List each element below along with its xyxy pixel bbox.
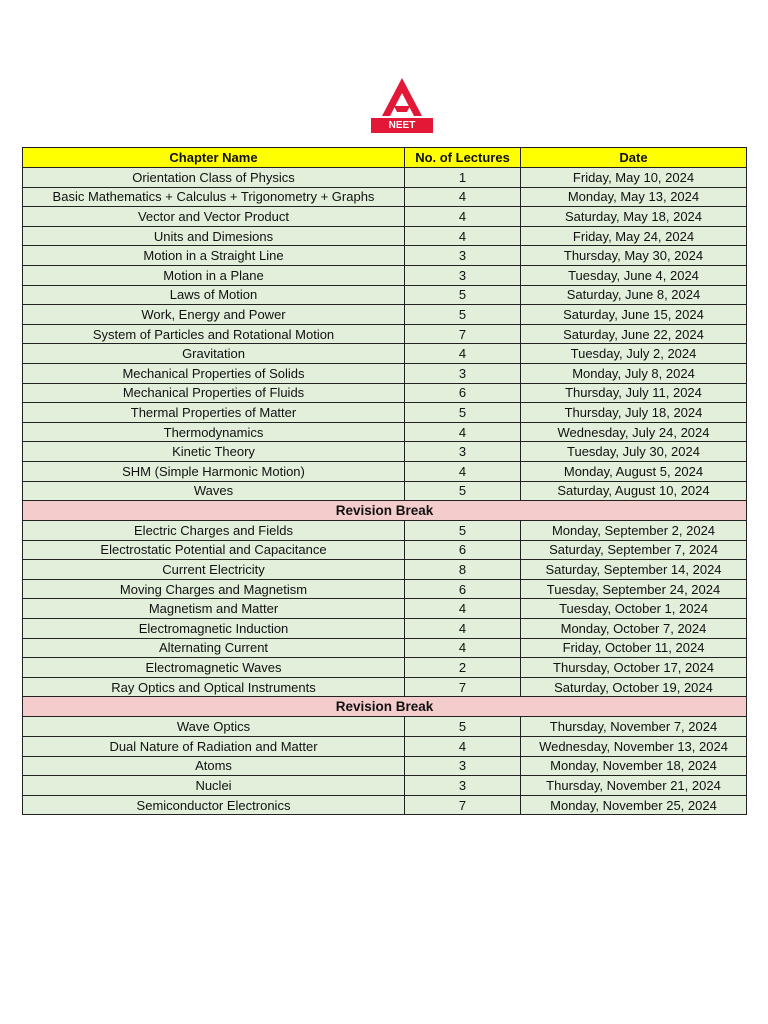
lecture-count-cell: 1: [405, 168, 521, 188]
header-chapter-name: Chapter Name: [23, 148, 405, 168]
lecture-count-cell: 3: [405, 756, 521, 776]
lecture-count-cell: 3: [405, 246, 521, 266]
chapter-name-cell: Thermal Properties of Matter: [23, 403, 405, 423]
date-cell: Saturday, August 10, 2024: [521, 481, 747, 501]
lecture-count-cell: 8: [405, 560, 521, 580]
table-row: [23, 305, 747, 325]
lecture-count-cell: 4: [405, 207, 521, 227]
lecture-count-cell: 7: [405, 795, 521, 815]
lecture-count-cell: 4: [405, 187, 521, 207]
date-cell: Monday, October 7, 2024: [521, 619, 747, 639]
date-cell: Friday, May 24, 2024: [521, 226, 747, 246]
table-row: [23, 481, 747, 501]
date-cell: Tuesday, October 1, 2024: [521, 599, 747, 619]
lecture-count-cell: 6: [405, 383, 521, 403]
chapter-name-cell: Magnetism and Matter: [23, 599, 405, 619]
table-row: [23, 422, 747, 442]
chapter-name-cell: Atoms: [23, 756, 405, 776]
date-cell: Saturday, October 19, 2024: [521, 677, 747, 697]
table-row: [23, 226, 747, 246]
header-date: Date: [521, 148, 747, 168]
chapter-name-cell: Basic Mathematics + Calculus + Trigonometry + Graphs: [23, 187, 405, 207]
chapter-name-cell: System of Particles and Rotational Motion: [23, 324, 405, 344]
table-row: [23, 737, 747, 757]
chapter-name-cell: Work, Energy and Power: [23, 305, 405, 325]
lecture-count-cell: 4: [405, 599, 521, 619]
lecture-count-cell: 4: [405, 638, 521, 658]
table-row: [23, 442, 747, 462]
table-row: [23, 168, 747, 188]
chapter-name-cell: Moving Charges and Magnetism: [23, 579, 405, 599]
date-cell: Saturday, May 18, 2024: [521, 207, 747, 227]
date-cell: Monday, September 2, 2024: [521, 521, 747, 541]
lecture-count-cell: 3: [405, 442, 521, 462]
lecture-count-cell: 4: [405, 737, 521, 757]
table-row: [23, 619, 747, 639]
date-cell: Thursday, November 7, 2024: [521, 717, 747, 737]
chapter-name-cell: Laws of Motion: [23, 285, 405, 305]
table-row: [23, 677, 747, 697]
table-row: [23, 540, 747, 560]
lecture-count-cell: 5: [405, 481, 521, 501]
table-row: [23, 363, 747, 383]
chapter-name-cell: Nuclei: [23, 776, 405, 796]
chapter-name-cell: Thermodynamics: [23, 422, 405, 442]
chapter-name-cell: Vector and Vector Product: [23, 207, 405, 227]
lecture-count-cell: 4: [405, 461, 521, 481]
lecture-count-cell: 3: [405, 776, 521, 796]
lecture-count-cell: 5: [405, 285, 521, 305]
date-cell: Friday, October 11, 2024: [521, 638, 747, 658]
table-row: [23, 285, 747, 305]
chapter-name-cell: Wave Optics: [23, 717, 405, 737]
table-row: [23, 344, 747, 364]
date-cell: Saturday, September 14, 2024: [521, 560, 747, 580]
table-row: [23, 383, 747, 403]
chapter-name-cell: Electric Charges and Fields: [23, 521, 405, 541]
table-row: [23, 521, 747, 541]
lecture-count-cell: 6: [405, 579, 521, 599]
chapter-name-cell: Electromagnetic Waves: [23, 658, 405, 678]
date-cell: Monday, August 5, 2024: [521, 461, 747, 481]
lecture-count-cell: 4: [405, 422, 521, 442]
date-cell: Wednesday, November 13, 2024: [521, 737, 747, 757]
lecture-count-cell: 4: [405, 226, 521, 246]
chapter-name-cell: Orientation Class of Physics: [23, 168, 405, 188]
lecture-count-cell: 5: [405, 717, 521, 737]
chapter-name-cell: Electrostatic Potential and Capacitance: [23, 540, 405, 560]
chapter-name-cell: Waves: [23, 481, 405, 501]
chapter-name-cell: Gravitation: [23, 344, 405, 364]
table-row: [23, 265, 747, 285]
date-cell: Monday, May 13, 2024: [521, 187, 747, 207]
chapter-name-cell: Alternating Current: [23, 638, 405, 658]
table-row: [23, 187, 747, 207]
revision-break-row: [23, 697, 747, 717]
table-row: [23, 795, 747, 815]
table-row: [23, 756, 747, 776]
date-cell: Monday, November 25, 2024: [521, 795, 747, 815]
lecture-schedule-table: [22, 147, 747, 815]
revision-break-label: Revision Break: [23, 501, 747, 521]
chapter-name-cell: Electromagnetic Induction: [23, 619, 405, 639]
date-cell: Friday, May 10, 2024: [521, 168, 747, 188]
table-row: [23, 403, 747, 423]
date-cell: Thursday, November 21, 2024: [521, 776, 747, 796]
revision-break-label: Revision Break: [23, 697, 747, 717]
date-cell: Tuesday, July 2, 2024: [521, 344, 747, 364]
date-cell: Thursday, October 17, 2024: [521, 658, 747, 678]
date-cell: Thursday, May 30, 2024: [521, 246, 747, 266]
lecture-count-cell: 5: [405, 521, 521, 541]
chapter-name-cell: Motion in a Plane: [23, 265, 405, 285]
header-no-of-lectures: No. of Lectures: [405, 148, 521, 168]
table-row: [23, 461, 747, 481]
table-row: [23, 599, 747, 619]
chapter-name-cell: Mechanical Properties of Fluids: [23, 383, 405, 403]
table-row: [23, 658, 747, 678]
chapter-name-cell: Semiconductor Electronics: [23, 795, 405, 815]
chapter-name-cell: SHM (Simple Harmonic Motion): [23, 461, 405, 481]
lecture-count-cell: 7: [405, 677, 521, 697]
lecture-count-cell: 5: [405, 305, 521, 325]
chapter-name-cell: Motion in a Straight Line: [23, 246, 405, 266]
date-cell: Saturday, June 8, 2024: [521, 285, 747, 305]
lecture-count-cell: 7: [405, 324, 521, 344]
table-row: [23, 638, 747, 658]
date-cell: Tuesday, September 24, 2024: [521, 579, 747, 599]
table-row: [23, 324, 747, 344]
lecture-count-cell: 3: [405, 265, 521, 285]
lecture-count-cell: 3: [405, 363, 521, 383]
table-row: [23, 560, 747, 580]
chapter-name-cell: Kinetic Theory: [23, 442, 405, 462]
revision-break-row: [23, 501, 747, 521]
table-row: [23, 579, 747, 599]
adda-neet-logo: [368, 76, 436, 134]
date-cell: Thursday, July 11, 2024: [521, 383, 747, 403]
date-cell: Saturday, September 7, 2024: [521, 540, 747, 560]
date-cell: Saturday, June 15, 2024: [521, 305, 747, 325]
logo-badge-text: NEET: [388, 120, 416, 131]
table-header-row: [23, 148, 747, 168]
date-cell: Tuesday, June 4, 2024: [521, 265, 747, 285]
table-body: [23, 168, 747, 815]
date-cell: Thursday, July 18, 2024: [521, 403, 747, 423]
chapter-name-cell: Current Electricity: [23, 560, 405, 580]
date-cell: Saturday, June 22, 2024: [521, 324, 747, 344]
lecture-count-cell: 6: [405, 540, 521, 560]
date-cell: Monday, July 8, 2024: [521, 363, 747, 383]
lecture-count-cell: 4: [405, 619, 521, 639]
lecture-count-cell: 2: [405, 658, 521, 678]
table-row: [23, 246, 747, 266]
chapter-name-cell: Units and Dimesions: [23, 226, 405, 246]
lecture-count-cell: 4: [405, 344, 521, 364]
table-row: [23, 776, 747, 796]
date-cell: Monday, November 18, 2024: [521, 756, 747, 776]
lecture-count-cell: 5: [405, 403, 521, 423]
chapter-name-cell: Mechanical Properties of Solids: [23, 363, 405, 383]
table-row: [23, 207, 747, 227]
date-cell: Tuesday, July 30, 2024: [521, 442, 747, 462]
chapter-name-cell: Ray Optics and Optical Instruments: [23, 677, 405, 697]
table-row: [23, 717, 747, 737]
chapter-name-cell: Dual Nature of Radiation and Matter: [23, 737, 405, 757]
date-cell: Wednesday, July 24, 2024: [521, 422, 747, 442]
